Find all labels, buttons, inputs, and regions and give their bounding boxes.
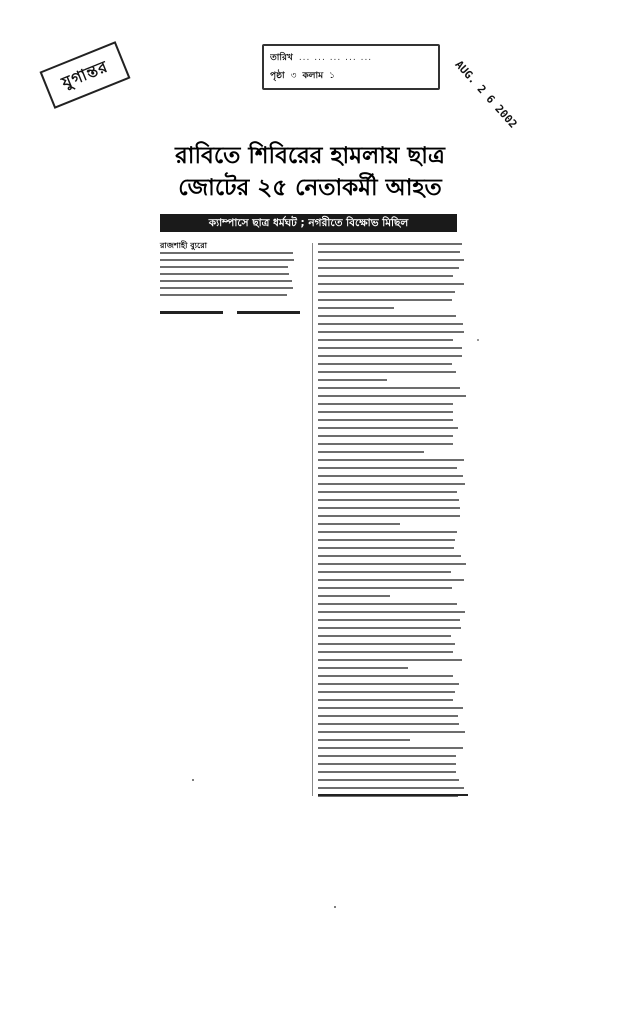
body-text-line [318,531,457,533]
body-text-line [318,787,464,789]
body-text-line [160,252,293,254]
body-text-line [318,483,465,485]
body-text-line [318,667,408,669]
body-text-line [318,339,453,341]
body-text-line [160,266,288,268]
body-text-line [160,259,294,261]
column-value: ১ [329,71,335,81]
body-text-line [318,499,459,501]
body-text-line [160,280,292,282]
body-text-line [318,515,460,517]
body-text-line [318,323,463,325]
newspaper-name-stamp [39,41,130,109]
body-text-line [318,539,455,541]
body-text-line [318,699,453,701]
body-text-line [318,451,424,453]
body-text-line [318,443,453,445]
article-subheadline: ক্যাম্পাসে ছাত্র ধর্মঘট ; নগরীতে বিক্ষোভ মিছিল [160,214,457,232]
newspaper-name: যুগান্তর [58,56,111,92]
date-row [270,49,432,67]
body-text-line [318,363,452,365]
body-column-left [160,252,302,314]
body-text-line [318,475,463,477]
scan-speck [477,339,479,341]
column-end-rule [160,311,300,314]
headline-line-2: জোটের ২৫ নেতাকর্মী আহত [178,174,442,201]
body-text-line [318,755,456,757]
body-text-line [318,395,466,397]
body-text-line [318,547,454,549]
body-text-line [318,603,457,605]
body-text-line [318,251,460,253]
body-text-line [318,523,400,525]
body-text-line [318,291,455,293]
body-text-line [318,611,465,613]
body-text-line [160,287,293,289]
body-text-line [318,243,462,245]
body-text-line [318,635,451,637]
body-text-line [318,403,453,405]
article-byline: রাজশাহী ব্যুরো [160,241,207,250]
body-text-line [318,467,457,469]
body-text-line [318,315,456,317]
body-text-line [318,619,460,621]
body-text-line [160,294,287,296]
body-text-line [318,587,452,589]
body-text-line [318,491,457,493]
body-text-line [318,715,458,717]
body-text-line [318,379,387,381]
body-text-line [318,683,459,685]
body-text-line [318,419,453,421]
body-text-line [318,507,460,509]
body-text-line [318,739,410,741]
page-value: ৩ [290,71,297,81]
body-text-line [318,459,464,461]
body-text-line [318,779,459,781]
body-text-line [318,299,452,301]
body-text-line [160,273,289,275]
body-text-line [318,651,453,653]
body-text-line [318,659,462,661]
date-label: তারিখ [270,53,293,63]
body-text-line [318,347,462,349]
article-headline [160,140,460,204]
body-text-line [318,435,453,437]
body-text-line [318,555,461,557]
body-text-line [318,331,464,333]
body-text-line [318,595,390,597]
body-text-line [318,771,456,773]
body-text-line [318,571,451,573]
headline-line-1: রাবিতে শিবিরের হামলায় ছাত্র [175,142,445,169]
column-bottom-rule [318,794,468,796]
column-divider [312,243,313,796]
body-column-right [318,243,468,796]
body-text-line [318,259,464,261]
body-text-line [318,731,465,733]
date-fill: ... ... ... ... ... [298,53,373,63]
body-text-line [318,763,456,765]
page-row [270,67,432,85]
body-text-line [318,411,453,413]
body-text-line [318,675,453,677]
scan-speck [192,779,194,781]
body-text-line [318,579,464,581]
page-label: পৃষ্ঠা [270,71,285,81]
body-text-line [318,691,455,693]
body-text-line [318,355,462,357]
reference-box [262,44,440,90]
body-text-line [318,643,455,645]
body-text-line [318,627,461,629]
body-text-line [318,267,459,269]
column-label: কলাম [302,71,324,81]
body-text-line [318,563,466,565]
received-date-stamp: AUG. 2 6 2002 [452,58,520,131]
body-text-line [318,283,464,285]
body-text-line [318,371,456,373]
body-text-line [318,707,463,709]
body-text-line [318,723,459,725]
body-text-line [318,427,458,429]
body-text-line [318,275,453,277]
scan-speck [334,906,336,908]
body-text-line [318,747,463,749]
body-text-line [318,307,394,309]
body-text-line [318,387,460,389]
